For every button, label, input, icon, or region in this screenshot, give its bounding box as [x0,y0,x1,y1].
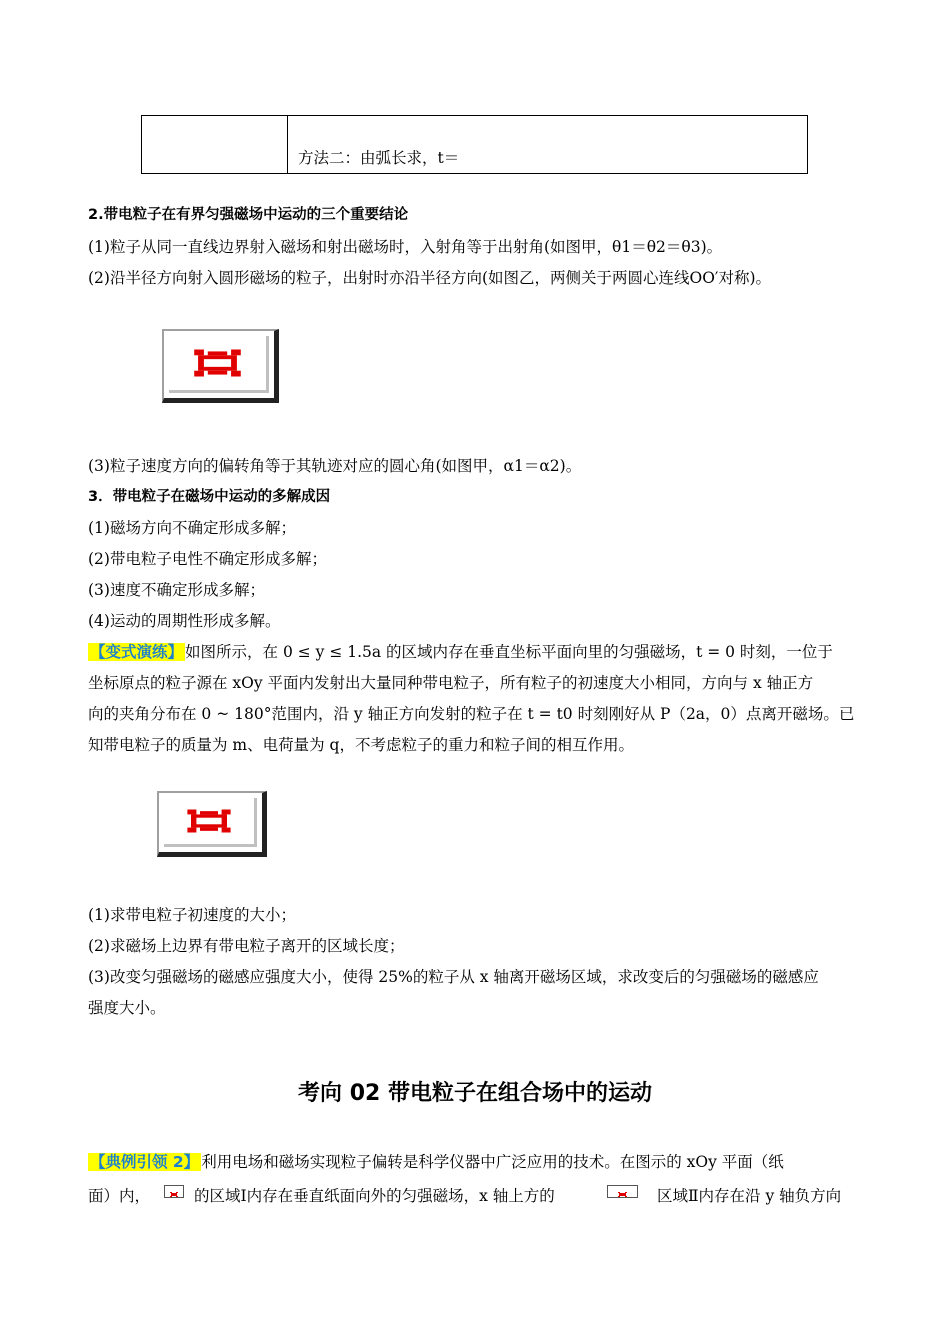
question-2: (2)求磁场上边界有带电粒子离开的区域长度； [88,937,405,955]
example-line-2 [88,1186,150,1206]
broken-image-icon [165,1189,183,1200]
broken-image-figure-2 [157,791,267,857]
broken-image-icon [169,336,266,390]
example-tag: 【典例引领 2】 [90,1153,200,1171]
broken-image-figure-1 [162,329,279,403]
method-table [141,115,808,174]
example-line-2b: 的区域Ⅰ内存在垂直纸面向外的匀强磁场，x 轴上方的 [194,1187,555,1205]
exercise-line-2: 坐标原点的粒子源在 xOy 平面内发射出大量同种带电粒子，所有粒子的初速度大小相同，方向与 x 轴正方 [88,674,814,692]
example-text-2a: 面）内， [88,1187,151,1205]
example-text-1: 利用电场和磁场实现粒子偏转是科学仪器中广泛应用的技术。在图示的 xOy 平面（纸 [201,1153,784,1171]
section3-item-1: (1)磁场方向不确定形成多解； [88,519,296,537]
section3-item-4: (4)运动的周期性形成多解。 [88,612,281,630]
inline-formula-image-2 [607,1185,638,1198]
broken-image-icon [164,798,254,844]
section-heading: 考向 02 带电粒子在组合场中的运动 [298,1081,652,1106]
example-line-2c: 区域Ⅱ内存在沿 y 轴负方向 [657,1187,842,1205]
section2-item1: (1)粒子从同一直线边界射入磁场和射出磁场时，入射角等于出射角(如图甲，θ1＝θ2＝θ3)。 [88,238,723,256]
section2-item2: (2)沿半径方向射入圆形磁场的粒子，出射时亦沿半径方向(如图乙，两侧关于两圆心连线OO′对称)。 [88,269,771,287]
exercise-line-3: 向的夹角分布在 0 ~ 180°范围内，沿 y 轴正方向发射的粒子在 t = t0 时刻刚好从 P（2a，0）点离开磁场。已 [88,705,855,723]
section2-title: 2.带电粒子在有界匀强磁场中运动的三个重要结论 [88,207,409,223]
exercise-line-1 [88,642,833,662]
section2-item3: (3)粒子速度方向的偏转角等于其轨迹对应的圆心角(如图甲，α1＝α2)。 [88,457,582,475]
inline-formula-image-1 [164,1185,184,1198]
question-3-cont: 强度大小。 [88,999,166,1017]
section3-item-2: (2)带电粒子电性不确定形成多解； [88,550,327,568]
broken-image-icon [608,1189,637,1200]
question-3: (3)改变匀强磁场的磁感应强度大小，使得 25%的粒子从 x 轴离开磁场区域，求改变后的匀强磁场的磁感应 [88,968,819,986]
section3-item-3: (3)速度不确定形成多解； [88,581,265,599]
exercise-line-4: 知带电粒子的质量为 m、电荷量为 q，不考虑粒子的重力和粒子间的相互作用。 [88,736,634,754]
table-cell-text: 方法二：由弧长求，t＝ [298,149,460,167]
exercise-text-1: 如图所示，在 0 ≤ y ≤ 1.5a 的区域内存在垂直坐标平面向里的匀强磁场，t = 0 时刻，一位于 [185,643,833,661]
question-1: (1)求带电粒子初速度的大小； [88,906,296,924]
exercise-tag: 【变式演练】 [90,643,184,661]
table-divider [287,116,288,173]
section3-title: 3．带电粒子在磁场中运动的多解成因 [88,489,331,505]
example-line-1 [88,1152,784,1172]
